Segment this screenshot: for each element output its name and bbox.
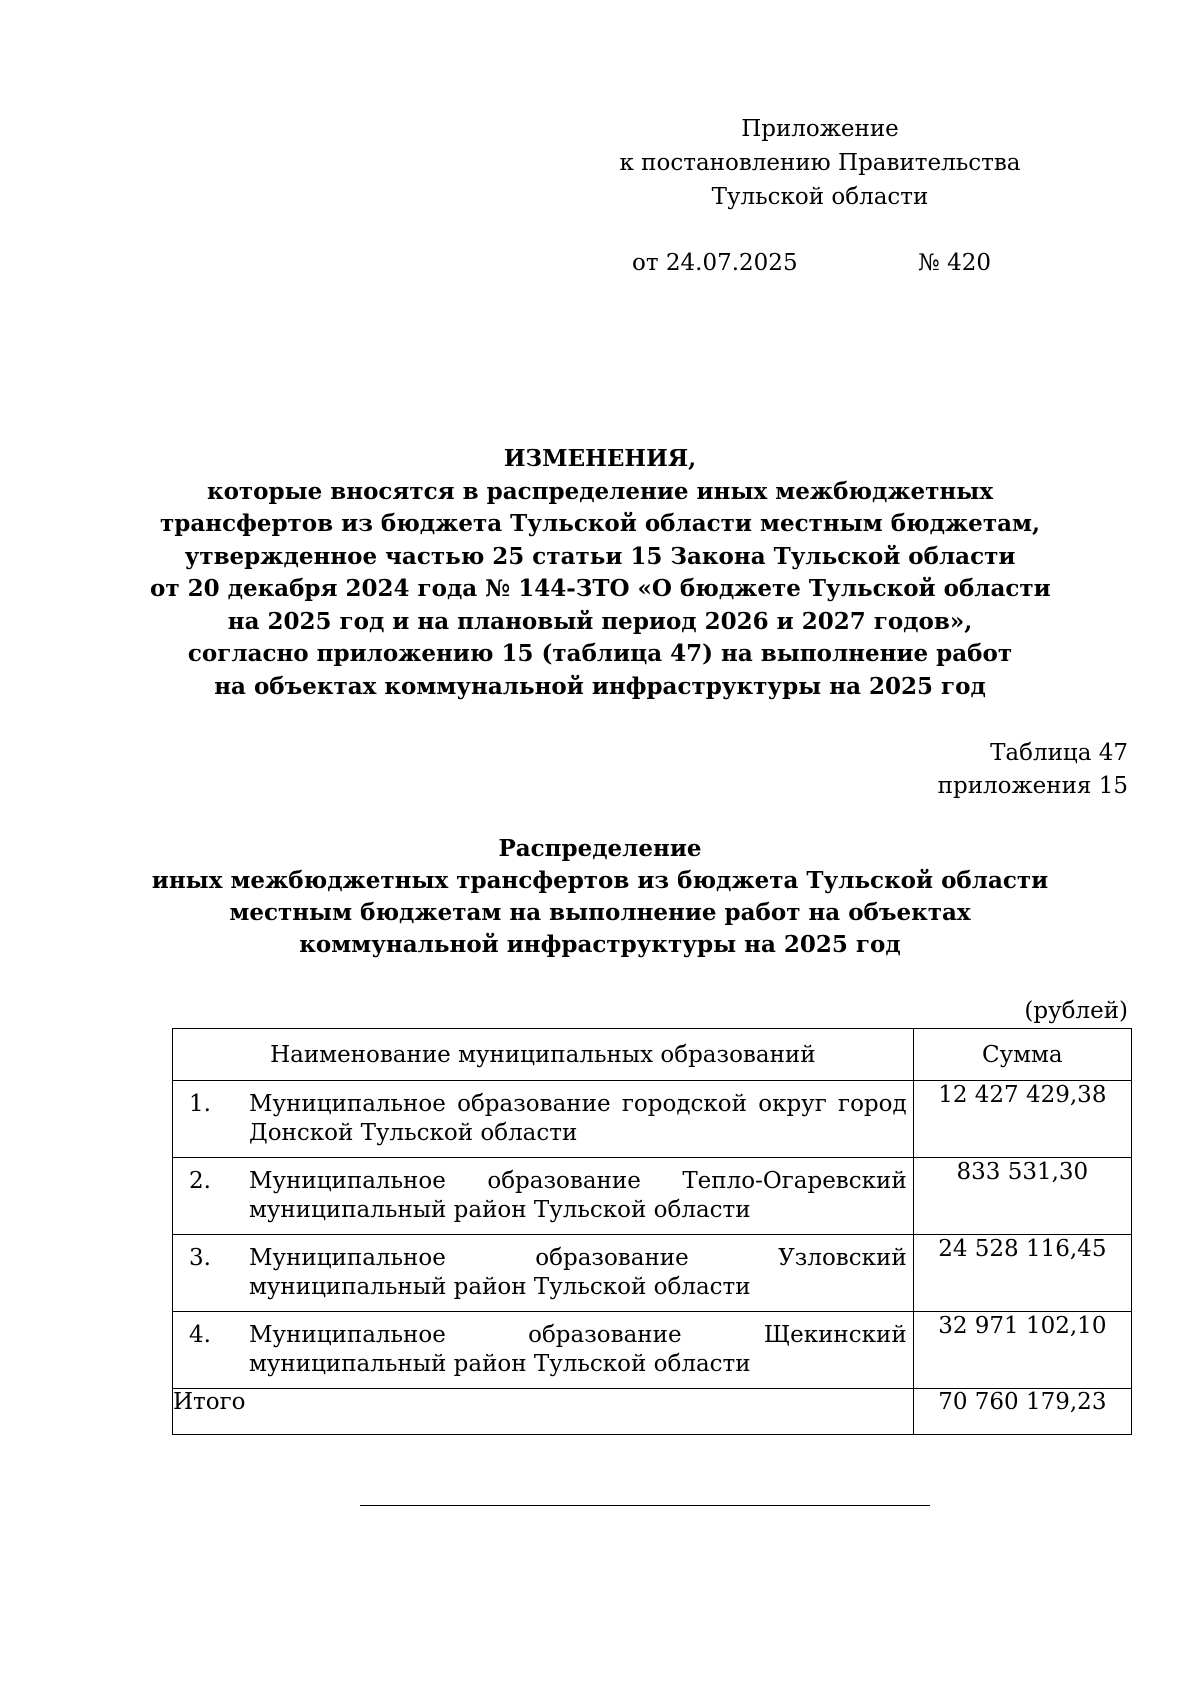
appendix-line-2: к постановлению Правительства <box>619 150 1021 176</box>
changes-line: утвержденное частью 25 статьи 15 Закона Тульской области <box>184 542 1016 570</box>
distribution-heading: Распределение <box>498 835 702 862</box>
changes-title <box>150 443 1050 703</box>
total-sum: 70 760 179,23 <box>913 1389 1131 1435</box>
resolution-number: № 420 <box>918 250 991 276</box>
distribution-title <box>150 833 1050 961</box>
sum-cell: 12 427 429,38 <box>913 1081 1131 1158</box>
table-row <box>173 1158 1132 1235</box>
changes-line: трансфертов из бюджета Тульской области местным бюджетам, <box>160 510 1040 537</box>
table-row <box>173 1312 1132 1389</box>
closing-divider <box>360 1505 930 1506</box>
table-reference-line-1: Таблица 47 <box>990 740 1128 766</box>
name-cell <box>173 1081 914 1158</box>
changes-line: от 20 декабря 2024 года № 144-ЗТО «О бюджете Тульской области <box>150 575 1051 602</box>
table-row <box>173 1235 1132 1312</box>
changes-line: согласно приложению 15 (таблица 47) на выполнение работ <box>187 640 1013 667</box>
municipality-name: Муниципальное образование Узловский муниципальный район Тульской области <box>249 1245 907 1300</box>
units-label: (рублей) <box>1024 998 1128 1024</box>
sum-cell: 32 971 102,10 <box>913 1312 1131 1389</box>
sum-cell: 833 531,30 <box>913 1158 1131 1235</box>
resolution-date: от 24.07.2025 <box>632 250 798 276</box>
total-row <box>173 1389 1132 1435</box>
appendix-line-1: Приложение <box>741 116 899 142</box>
changes-line: которые вносятся в распределение иных межбюджетных <box>206 477 994 505</box>
sum-cell: 24 528 116,45 <box>913 1235 1131 1312</box>
changes-line: на объектах коммунальной инфраструктуры на 2025 год <box>214 672 986 700</box>
municipality-name: Муниципальное образование Тепло-Огаревский муниципальный район Тульской области <box>249 1168 907 1223</box>
total-label: Итого <box>173 1389 914 1435</box>
row-number: 1. <box>189 1091 211 1117</box>
header-sum: Сумма <box>913 1029 1131 1081</box>
distribution-line: коммунальной инфраструктуры на 2025 год <box>299 931 901 958</box>
municipality-name: Муниципальное образование городской округ город Донской Тульской области <box>249 1091 907 1146</box>
changes-heading: ИЗМЕНЕНИЯ, <box>503 445 697 472</box>
appendix-header <box>590 112 1050 214</box>
distribution-table <box>172 1028 1132 1435</box>
row-number: 2. <box>189 1168 211 1194</box>
row-number: 3. <box>189 1245 211 1271</box>
name-cell <box>173 1158 914 1235</box>
appendix-line-3: Тульской области <box>711 184 929 210</box>
distribution-line: иных межбюджетных трансфертов из бюджета Тульской области <box>151 867 1049 894</box>
municipality-name: Муниципальное образование Щекинский муниципальный район Тульской области <box>249 1322 907 1377</box>
header-name: Наименование муниципальных образований <box>173 1029 914 1081</box>
changes-line: на 2025 год и на плановый период 2026 и 2027 годов», <box>227 607 973 635</box>
distribution-line: местным бюджетам на выполнение работ на объектах <box>229 899 971 926</box>
name-cell <box>173 1235 914 1312</box>
table-reference <box>938 737 1128 803</box>
table-row <box>173 1081 1132 1158</box>
table-reference-line-2: приложения 15 <box>937 773 1128 799</box>
row-number: 4. <box>189 1322 211 1348</box>
table-header-row <box>173 1029 1132 1081</box>
name-cell <box>173 1312 914 1389</box>
